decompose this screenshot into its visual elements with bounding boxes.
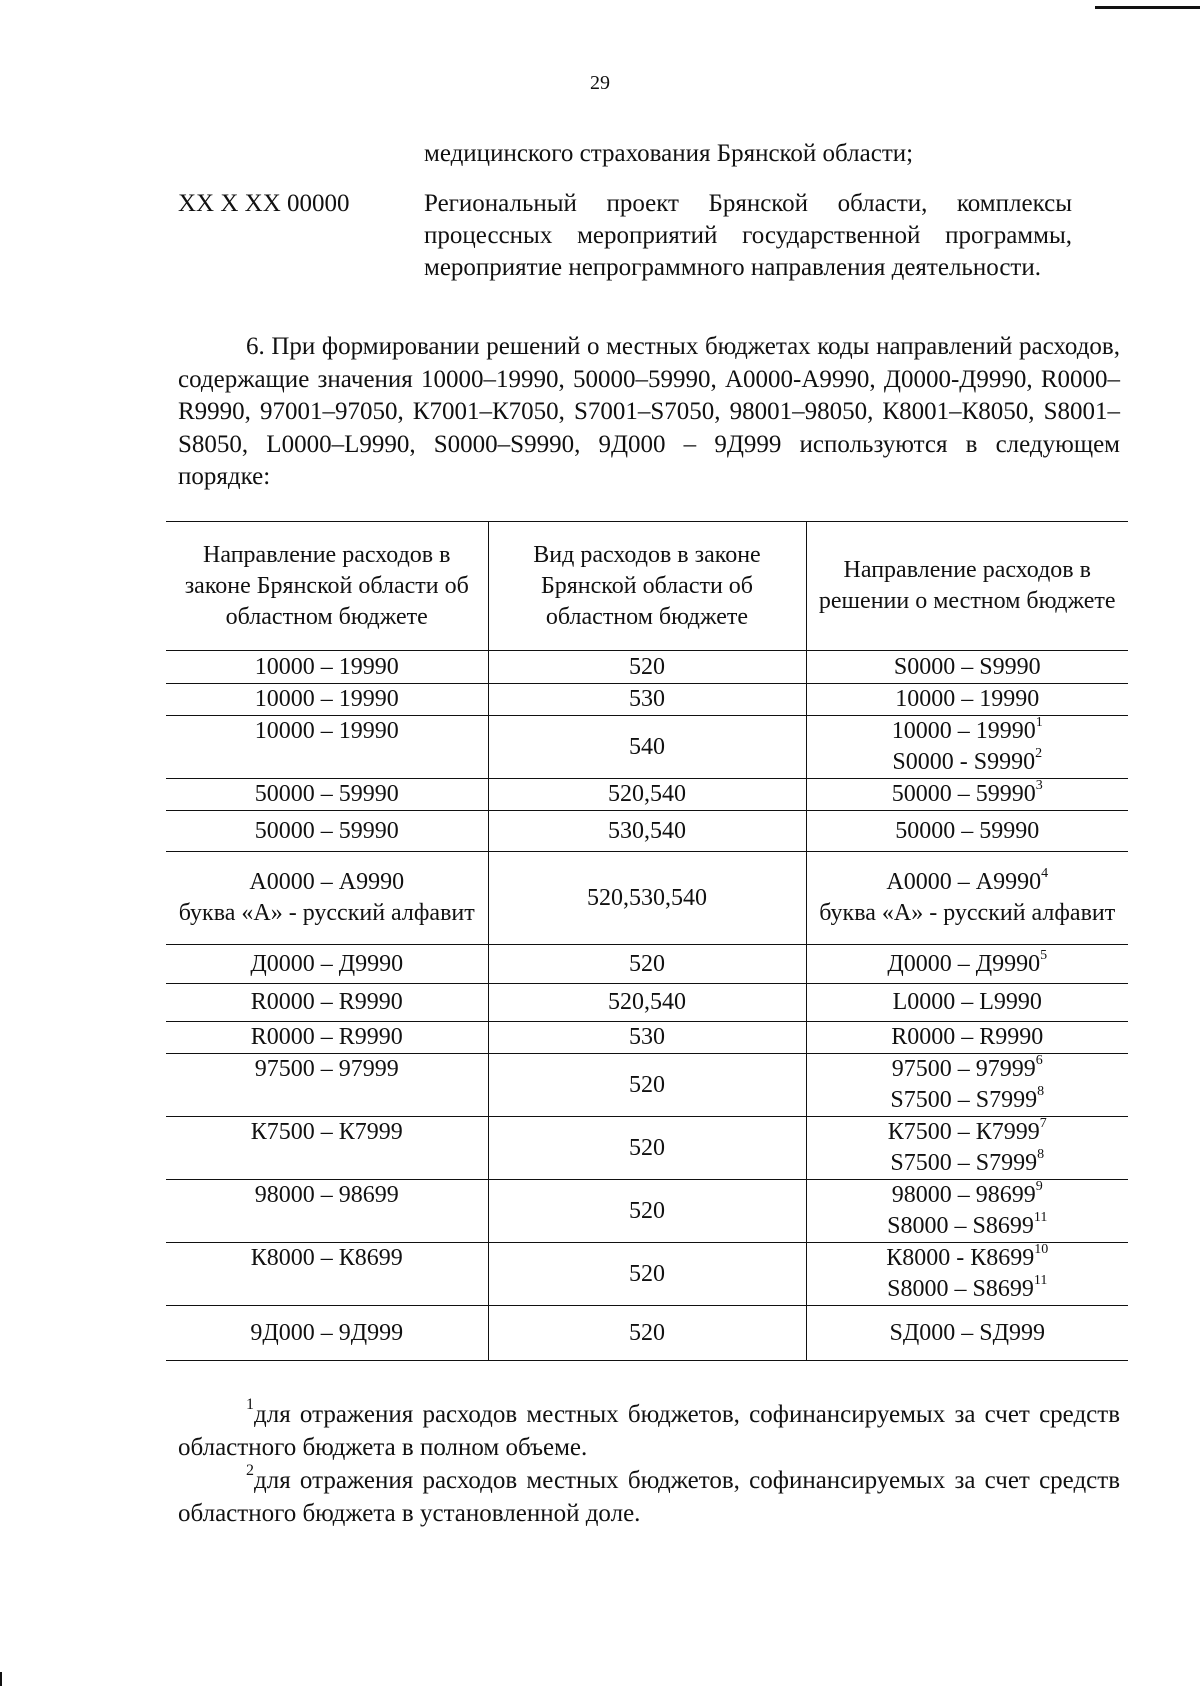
footnote-reference: 11: [1033, 1210, 1048, 1225]
cell-local-direction: [806, 1022, 1128, 1054]
cell-regional-direction: 9Д000 – 9Д999: [166, 1306, 488, 1361]
local-direction-value: S8000 – S8699: [887, 1276, 1034, 1302]
cell-expense-type: 520: [488, 1117, 806, 1180]
footnote-reference: 5: [1040, 947, 1048, 963]
local-direction-value: 10000 – 19990: [895, 686, 1040, 712]
table-row: [166, 811, 1128, 852]
cell-expense-type: 520: [488, 1306, 806, 1361]
cell-regional-direction: А0000 – А9990 буква «А» - русский алфавит: [166, 852, 488, 945]
local-direction-value: S7500 – S7999: [890, 1087, 1038, 1113]
local-direction-value: 97500 – 97999: [891, 1056, 1036, 1082]
table-row: [166, 1243, 1128, 1306]
local-direction-value: L0000 – L9990: [892, 989, 1042, 1015]
table-row: [166, 945, 1128, 984]
paragraph-6: 6. При формировании решений о местных бюджетах коды направлений расходов, содержащие значения 10000–19990, 50000–59990, А0000-А9990, Д0000-Д9990, R0000–R9990, 97001–97050, К7001–К7050, S7001–S7050, 98001–98050, К8001–К8050, S8001–S8050, L0000–L9990, S0000–S9990, 9Д000 – 9Д999 используются в следующем порядке:: [178, 333, 1120, 490]
table-row: [166, 852, 1128, 945]
cell-regional-direction: 97500 – 97999: [166, 1054, 488, 1117]
local-direction-value: S8000 – S8699: [887, 1213, 1034, 1239]
table-row: [166, 1180, 1128, 1243]
table-row: [166, 684, 1128, 716]
cell-expense-type: 520,540: [488, 779, 806, 811]
footnote-reference: 8: [1037, 1084, 1045, 1099]
cell-regional-direction: К8000 – К8699: [166, 1243, 488, 1306]
cell-expense-type: 520: [488, 1054, 806, 1117]
cell-local-direction: [806, 1306, 1128, 1361]
header-expense-type: Вид расходов в законе Брянской области об областном бюджете: [488, 522, 806, 651]
cell-local-direction: [806, 779, 1128, 811]
cell-regional-direction: 10000 – 19990: [166, 684, 488, 716]
footnote-text: для отражения расходов местных бюджетов, софинансируемых за счет средств областного бюджета в полном объеме.: [178, 1401, 1120, 1461]
cell-expense-type: 530,540: [488, 811, 806, 852]
local-direction-value: S7500 – S7999: [890, 1150, 1038, 1176]
local-direction-value: S0000 – S9990: [893, 653, 1041, 680]
table-row: [166, 1022, 1128, 1054]
cell-expense-type: 520: [488, 945, 806, 984]
cell-local-direction: [806, 852, 1128, 945]
local-direction-value: К8000 - К8699: [886, 1245, 1035, 1271]
cell-expense-type: 530: [488, 1022, 806, 1054]
footnote-reference: 11: [1033, 1273, 1048, 1288]
header-regional-direction: Направление расходов в законе Брянской области об областном бюджете: [166, 522, 488, 651]
code-label: XX X XX 00000: [178, 190, 350, 217]
table-row: [166, 651, 1128, 684]
cell-expense-type: 540: [488, 716, 806, 779]
scan-corner-mark: [0, 1672, 8, 1686]
table-row: [166, 1117, 1128, 1180]
cell-regional-direction: 98000 – 98699: [166, 1180, 488, 1243]
cell-expense-type: 520: [488, 651, 806, 684]
local-direction-value: R0000 – R9990: [891, 1024, 1044, 1050]
local-direction-value: буква «А» - русский алфавит: [819, 900, 1116, 926]
cell-regional-direction: 10000 – 19990: [166, 716, 488, 779]
cell-expense-type: 520: [488, 1180, 806, 1243]
footnote-mark: 1: [246, 1396, 254, 1413]
cell-regional-direction: 10000 – 19990: [166, 651, 488, 684]
page-number: 29: [590, 72, 610, 94]
table-header-row: [166, 522, 1128, 651]
local-direction-value: S0000 - S9990: [892, 749, 1036, 775]
expense-directions-table: [166, 521, 1128, 1361]
footnote-reference: 2: [1035, 746, 1043, 761]
cell-local-direction: [806, 945, 1128, 984]
local-direction-value: К7500 – К7999: [887, 1119, 1040, 1145]
local-direction-value: А0000 – А9990: [886, 869, 1042, 895]
local-direction-value: 10000 – 19990: [891, 718, 1036, 744]
continuation-text: медицинского страхования Брянской области;: [424, 140, 914, 167]
footnote-reference: 10: [1034, 1242, 1049, 1257]
local-direction-value: SД000 – SД999: [889, 1319, 1045, 1346]
cell-local-direction: [806, 1117, 1128, 1180]
cell-expense-type: 520: [488, 1243, 806, 1306]
footnote-1: [178, 1398, 1120, 1464]
table-row: [166, 984, 1128, 1022]
cell-regional-direction: 50000 – 59990: [166, 811, 488, 852]
footnote-reference: 8: [1037, 1147, 1045, 1162]
footnote-2: [178, 1464, 1120, 1530]
cell-local-direction: [806, 984, 1128, 1022]
footnote-reference: 1: [1035, 715, 1043, 730]
header-local-direction: Направление расходов в решении о местном бюджете: [806, 522, 1128, 651]
footnote-reference: 7: [1039, 1116, 1047, 1131]
cell-regional-direction: 50000 – 59990: [166, 779, 488, 811]
footnote-reference: 6: [1035, 1053, 1043, 1068]
table-row: [166, 779, 1128, 811]
cell-local-direction: [806, 1054, 1128, 1117]
cell-regional-direction: Д0000 – Д9990: [166, 945, 488, 984]
table-row: [166, 716, 1128, 779]
footnote-reference: 9: [1035, 1179, 1043, 1194]
footnote-text: для отражения расходов местных бюджетов, софинансируемых за счет средств областного бюджета в установленной доле.: [178, 1467, 1120, 1527]
cell-expense-type: 520,540: [488, 984, 806, 1022]
local-direction-value: 50000 – 59990: [895, 817, 1040, 844]
code-description: Региональный проект Брянской области, комплексы процессных мероприятий государственной программы, мероприятие непрограммного направления деятельности.: [424, 190, 1072, 281]
local-direction-value: 98000 – 98699: [891, 1182, 1036, 1208]
footnote-mark: 2: [246, 1462, 254, 1479]
table-row: [166, 1054, 1128, 1117]
cell-expense-type: 520,530,540: [488, 852, 806, 945]
cell-local-direction: [806, 716, 1128, 779]
cell-regional-direction: R0000 – R9990: [166, 1022, 488, 1054]
footnote-reference: 4: [1041, 866, 1049, 881]
cell-local-direction: [806, 651, 1128, 684]
cell-regional-direction: R0000 – R9990: [166, 984, 488, 1022]
cell-local-direction: [806, 811, 1128, 852]
local-direction-value: Д0000 – Д9990: [887, 950, 1041, 977]
cell-expense-type: 530: [488, 684, 806, 716]
table-row: [166, 1306, 1128, 1361]
cell-local-direction: [806, 1180, 1128, 1243]
local-direction-value: 50000 – 59990: [891, 781, 1036, 807]
top-edge-rule: [1095, 6, 1200, 9]
cell-regional-direction: К7500 – К7999: [166, 1117, 488, 1180]
footnote-reference: 3: [1035, 778, 1043, 793]
cell-local-direction: [806, 1243, 1128, 1306]
footnotes: [178, 1398, 1120, 1530]
cell-local-direction: [806, 684, 1128, 716]
